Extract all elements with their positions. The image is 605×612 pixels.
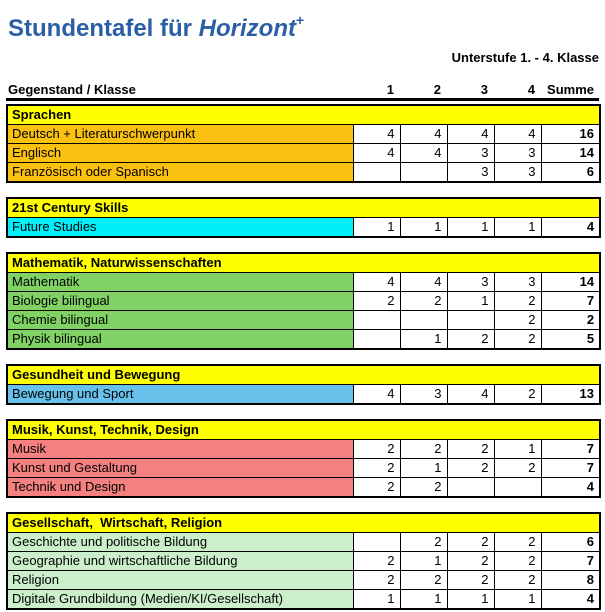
column-header-grade-3: 3 <box>446 80 493 100</box>
subject-row <box>7 533 600 552</box>
sum-cell: 5 <box>541 330 600 350</box>
hours-cell-grade-1 <box>353 163 400 183</box>
hours-cell-grade-1 <box>353 311 400 330</box>
section-header-row <box>7 105 600 125</box>
hours-cell-grade-3: 2 <box>447 533 494 552</box>
subject-row <box>7 218 600 238</box>
section-table <box>6 197 601 238</box>
subject-row <box>7 163 600 183</box>
hours-cell-grade-3: 1 <box>447 218 494 238</box>
subject-row <box>7 385 600 405</box>
subject-label-cell: Physik bilingual <box>7 330 353 350</box>
hours-cell-grade-4: 2 <box>494 385 541 405</box>
page-title <box>8 8 605 43</box>
hours-cell-grade-1: 2 <box>353 571 400 590</box>
hours-cell-grade-3: 1 <box>447 590 494 610</box>
section-title: Gesellschaft, Wirtschaft, Religion <box>7 513 600 533</box>
sum-cell: 6 <box>541 533 600 552</box>
subject-label-cell: Französisch oder Spanisch <box>7 163 353 183</box>
subject-row <box>7 144 600 163</box>
subject-row <box>7 273 600 292</box>
subject-label-cell: Technik und Design <box>7 478 353 498</box>
hours-cell-grade-3 <box>447 478 494 498</box>
hours-cell-grade-4: 3 <box>494 273 541 292</box>
subject-row <box>7 125 600 144</box>
hours-cell-grade-2: 1 <box>400 590 447 610</box>
subject-label-cell: Chemie bilingual <box>7 311 353 330</box>
hours-cell-grade-1: 2 <box>353 552 400 571</box>
hours-cell-grade-4: 2 <box>494 330 541 350</box>
hours-cell-grade-4: 2 <box>494 311 541 330</box>
sum-cell: 7 <box>541 440 600 459</box>
hours-cell-grade-3: 3 <box>447 163 494 183</box>
hours-cell-grade-4: 2 <box>494 292 541 311</box>
section-header-row <box>7 513 600 533</box>
subject-label-cell: Religion <box>7 571 353 590</box>
subject-label-cell: Musik <box>7 440 353 459</box>
subject-row <box>7 330 600 350</box>
hours-cell-grade-2: 1 <box>400 459 447 478</box>
sum-cell: 4 <box>541 590 600 610</box>
section-header-row <box>7 198 600 218</box>
hours-cell-grade-3: 2 <box>447 440 494 459</box>
hours-cell-grade-2 <box>400 163 447 183</box>
hours-cell-grade-4: 1 <box>494 590 541 610</box>
hours-cell-grade-1: 2 <box>353 292 400 311</box>
sum-cell: 14 <box>541 273 600 292</box>
subject-label-cell: Geographie und wirtschaftliche Bildung <box>7 552 353 571</box>
sum-cell: 14 <box>541 144 600 163</box>
hours-cell-grade-1: 2 <box>353 478 400 498</box>
sum-cell: 7 <box>541 292 600 311</box>
column-header-row <box>6 80 599 101</box>
hours-cell-grade-2 <box>400 311 447 330</box>
hours-cell-grade-4: 2 <box>494 552 541 571</box>
hours-cell-grade-1: 1 <box>353 218 400 238</box>
hours-cell-grade-3: 1 <box>447 292 494 311</box>
section-title: Mathematik, Naturwissenschaften <box>7 253 600 273</box>
hours-cell-grade-4: 1 <box>494 440 541 459</box>
hours-cell-grade-4: 1 <box>494 218 541 238</box>
hours-cell-grade-2: 2 <box>400 292 447 311</box>
hours-cell-grade-1 <box>353 533 400 552</box>
hours-cell-grade-1: 2 <box>353 440 400 459</box>
hours-cell-grade-1: 4 <box>353 385 400 405</box>
section-header-row <box>7 365 600 385</box>
subject-label-cell: Biologie bilingual <box>7 292 353 311</box>
section-title: 21st Century Skills <box>7 198 600 218</box>
column-header-subject: Gegenstand / Klasse <box>6 80 352 100</box>
hours-cell-grade-3: 2 <box>447 330 494 350</box>
subject-row <box>7 440 600 459</box>
subject-row <box>7 292 600 311</box>
hours-cell-grade-3: 2 <box>447 459 494 478</box>
subject-row <box>7 478 600 498</box>
section-header-row <box>7 253 600 273</box>
hours-cell-grade-4 <box>494 478 541 498</box>
hours-cell-grade-2: 1 <box>400 218 447 238</box>
hours-cell-grade-3: 3 <box>447 144 494 163</box>
section-title: Musik, Kunst, Technik, Design <box>7 420 600 440</box>
hours-cell-grade-1: 4 <box>353 125 400 144</box>
column-header-sum: Summe <box>540 80 599 100</box>
subject-label-cell: Bewegung und Sport <box>7 385 353 405</box>
hours-cell-grade-1: 4 <box>353 144 400 163</box>
sum-cell: 4 <box>541 218 600 238</box>
section-title: Gesundheit und Bewegung <box>7 365 600 385</box>
section-title: Sprachen <box>7 105 600 125</box>
hours-cell-grade-1 <box>353 330 400 350</box>
sum-cell: 8 <box>541 571 600 590</box>
hours-cell-grade-3: 3 <box>447 273 494 292</box>
hours-cell-grade-2: 1 <box>400 552 447 571</box>
section-header-row <box>7 420 600 440</box>
subject-row <box>7 459 600 478</box>
hours-cell-grade-4: 2 <box>494 459 541 478</box>
sections-container <box>6 104 605 610</box>
sum-cell: 4 <box>541 478 600 498</box>
sum-cell: 13 <box>541 385 600 405</box>
sum-cell: 6 <box>541 163 600 183</box>
page-title-text: Stundentafel für <box>8 15 199 42</box>
hours-cell-grade-3: 4 <box>447 385 494 405</box>
hours-cell-grade-3: 2 <box>447 552 494 571</box>
subject-row <box>7 590 600 610</box>
hours-cell-grade-1: 2 <box>353 459 400 478</box>
subject-label-cell: Englisch <box>7 144 353 163</box>
hours-cell-grade-1: 4 <box>353 273 400 292</box>
subject-row <box>7 552 600 571</box>
subject-label-cell: Kunst und Gestaltung <box>7 459 353 478</box>
subject-label-cell: Deutsch + Literaturschwerpunkt <box>7 125 353 144</box>
section-table <box>6 419 601 498</box>
column-header-grade-1: 1 <box>352 80 399 100</box>
hours-cell-grade-2: 4 <box>400 144 447 163</box>
subject-label-cell: Future Studies <box>7 218 353 238</box>
hours-cell-grade-4: 2 <box>494 533 541 552</box>
subject-label-cell: Mathematik <box>7 273 353 292</box>
hours-cell-grade-2: 4 <box>400 125 447 144</box>
hours-cell-grade-2: 2 <box>400 440 447 459</box>
hours-cell-grade-2: 2 <box>400 533 447 552</box>
hours-cell-grade-3: 4 <box>447 125 494 144</box>
subject-label-cell: Digitale Grundbildung (Medien/KI/Gesellschaft) <box>7 590 353 610</box>
sum-cell: 2 <box>541 311 600 330</box>
page-title-superscript: + <box>295 12 305 28</box>
subject-label-cell: Geschichte und politische Bildung <box>7 533 353 552</box>
hours-cell-grade-1: 1 <box>353 590 400 610</box>
section-table <box>6 252 601 350</box>
hours-cell-grade-4: 3 <box>494 163 541 183</box>
section-table <box>6 104 601 183</box>
sum-cell: 16 <box>541 125 600 144</box>
hours-cell-grade-4: 4 <box>494 125 541 144</box>
sum-cell: 7 <box>541 459 600 478</box>
subject-row <box>7 311 600 330</box>
sum-cell: 7 <box>541 552 600 571</box>
hours-cell-grade-3 <box>447 311 494 330</box>
subject-row <box>7 571 600 590</box>
page-title-emphasis: Horizont <box>198 15 296 42</box>
column-header-grade-4: 4 <box>493 80 540 100</box>
section-table <box>6 364 601 405</box>
hours-cell-grade-2: 1 <box>400 330 447 350</box>
hours-cell-grade-4: 3 <box>494 144 541 163</box>
hours-cell-grade-2: 3 <box>400 385 447 405</box>
column-header-grade-2: 2 <box>399 80 446 100</box>
hours-cell-grade-3: 2 <box>447 571 494 590</box>
section-table <box>6 512 601 610</box>
hours-cell-grade-2: 4 <box>400 273 447 292</box>
hours-cell-grade-4: 2 <box>494 571 541 590</box>
page-subtitle: Unterstufe 1. - 4. Klasse <box>451 50 599 65</box>
hours-cell-grade-2: 2 <box>400 478 447 498</box>
hours-cell-grade-2: 2 <box>400 571 447 590</box>
